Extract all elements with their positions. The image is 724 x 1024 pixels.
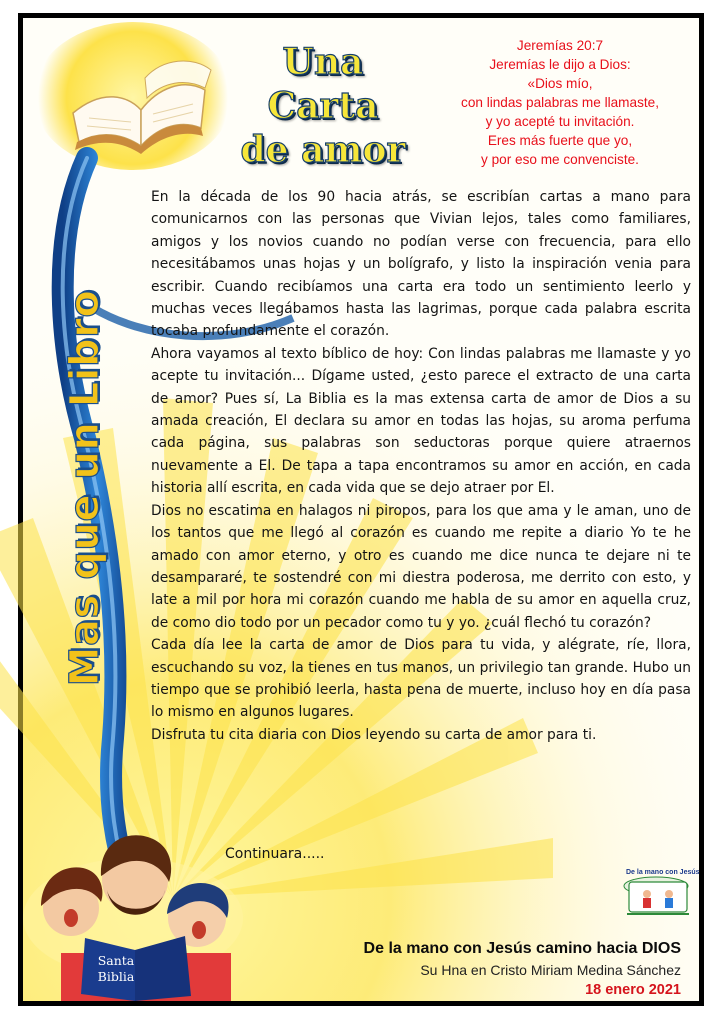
- footer: [364, 938, 681, 1000]
- verse-block: [435, 36, 685, 169]
- footer-slogan: De la mano con Jesús camino hacia DIOS: [363, 940, 681, 957]
- logo-caption: De la mano con Jesús: [626, 869, 700, 876]
- verse-reference: Jeremías 20:7: [516, 38, 604, 53]
- verse-line: Jeremías le dijo a Dios:: [489, 57, 631, 72]
- bible-label-line-1: Santa: [97, 953, 135, 968]
- bible-label-line-2: Biblia: [97, 969, 135, 984]
- verse-line: Eres más fuerte que yo,: [487, 133, 633, 148]
- body-paragraph: Dios no escatima en halagos ni piropos, para los que ama y le aman, uno de los tantos que me llegó al corazón es cuando me repite a diario Yo te he amado con amor eterno, y otro es cuando me dice nunca te dejare ni te desampararé, te sostendré con mi diestra poderosa, me derrito con esto, y late a mil por hora mi corazón cuando me habla de su amor en aquella cruz, de como dio todo por un pecador como tu y yo. ¿cuál flechó tu corazón?: [151, 502, 691, 631]
- footer-date: 18 enero 2021: [585, 982, 681, 998]
- body-paragraph: En la década de los 90 hacia atrás, se escribían cartas a mano para comunicarnos con las personas que Vivian lejos, tales como familiares, amigos y los novios cuando no podían verse con frecuencia, para ello necesitábamos unas hojas y un bolígrafo, y listo la inspiración venia para escribir. Cuando recibíamos una carta era todo un sentimiento leerlo y muchas veces llegábamos hasta las lagrimas, porque cada palabra escrita tocaba profundamente el corazón.: [151, 189, 691, 340]
- verse-line: con lindas palabras me llamaste,: [461, 95, 659, 110]
- article-body: [151, 186, 691, 746]
- bible-cover-label: [91, 953, 141, 985]
- title-line-1: Una Carta: [267, 41, 379, 127]
- body-paragraph: Disfruta tu cita diaria con Dios leyendo su carta de amor para ti.: [151, 726, 597, 743]
- body-paragraph: Cada día lee la carta de amor de Dios para tu vida, y alégrate, ríe, llora, escuchando su voz, la tienes en tus manos, un privilegio tan grande. Hubo un tiempo que se prohibió leerla, hasta pena de muerte, incluso hoy en día pasa lo mismo en algunos lugares.: [151, 637, 691, 721]
- body-paragraph: Ahora vayamos al texto bíblico de hoy: Con lindas palabras me llamaste y yo acepte tu invitación... Dígame usted, ¿esto parece el extracto de una carta de amor? Pues sí, La Biblia es la mas extensa carta de amor de Dios a su amada creación, El declara su amor en todas las hojas, su aroma perfuma cada página, sus palabras son seductoras porque quiere atraernos nuevamente a El. De tapa a tapa encontramos su amor en acción, en cada historia allí escrita, en cada vida que se dejo atraer por El.: [151, 345, 691, 497]
- verse-line: y yo acepté tu invitación.: [485, 114, 635, 129]
- title-line-2: de amor: [240, 129, 406, 171]
- verse-line: y por eso me convenciste.: [481, 152, 639, 167]
- side-title: Mas que un Libro: [62, 289, 108, 687]
- page-frame: [18, 13, 704, 1006]
- logo-icon: [624, 877, 689, 914]
- verse-line: «Dios mío,: [527, 76, 593, 91]
- footer-author: Su Hna en Cristo Miriam Medina Sánchez: [420, 962, 681, 978]
- continues-label: Continuara.....: [225, 846, 325, 862]
- page-title: [223, 40, 423, 172]
